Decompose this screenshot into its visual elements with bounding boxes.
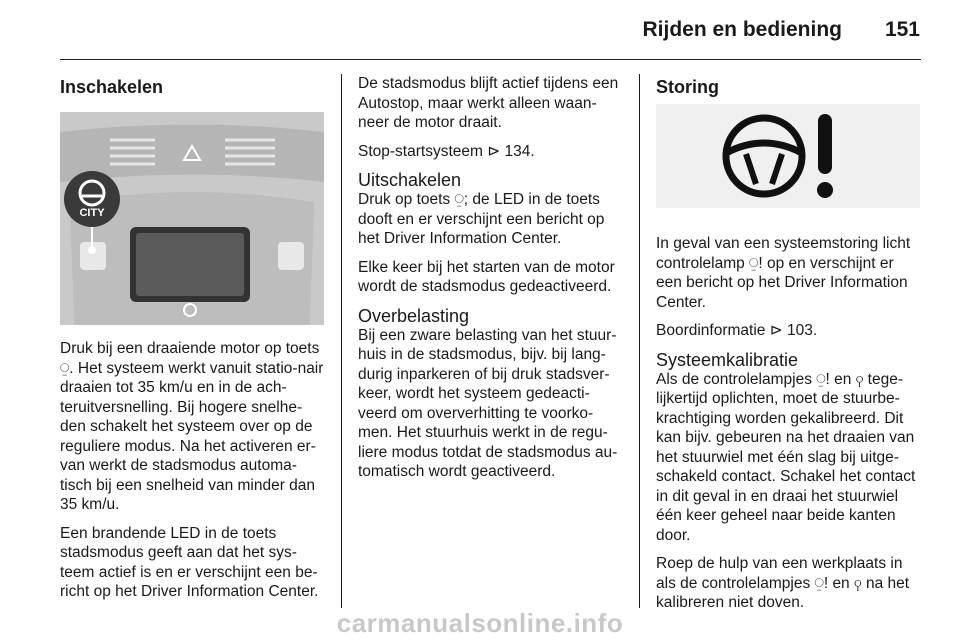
paragraph: Druk op toets ⍜; de LED in de toets dooft en er verschijnt een bericht op het Driver Information Center. bbox=[358, 191, 605, 247]
header-title: Rijden en bediening bbox=[642, 18, 842, 41]
header-rule bbox=[60, 59, 921, 60]
dashboard-photo bbox=[60, 112, 324, 325]
page-header bbox=[0, 0, 960, 60]
heading-uitschakelen: Uitschakelen bbox=[358, 170, 462, 190]
paragraph: In geval van een systeemstoring licht controlelamp ⍜! op en verschijnt er een bericht op het Driver Information Center. bbox=[656, 235, 911, 311]
column-divider-1 bbox=[341, 74, 342, 608]
paragraph: Als de controlelampjes ⍜! en ⚲ tege-lijkertijd oplichten, moet de stuurbe-krachtiging worden gekalibreerd. Dit kan bijv. gebeuren na het draaien van het stuurwiel met één slag bij uitge-schakeld contact. Schakel het contact in dit geval in en draai het stuurwiel één keer geheel naar beide kanten door. bbox=[656, 370, 916, 544]
paragraph: Bij een zware belasting van het stuur-huis in de stadsmodus, bijv. bij lang-durig inparkeren of bij druk stadsver-keer, wordt het systeem gedeacti-veerd om oververhitting te voorko-men. Het stuurhuis werkt in de regu-liere modus totdat de stadsmodus au-tomatisch wordt geactiveerd. bbox=[358, 326, 618, 480]
column-1 bbox=[60, 74, 326, 611]
column-divider-2 bbox=[639, 74, 640, 608]
paragraph: Een brandende LED in de toets stadsmodus geeft aan dat het sys-teem actief is en er verschijnt een be-richt op het Driver Information Center. bbox=[60, 524, 319, 600]
paragraph: Elke keer bij het starten van de motor wordt de stadsmodus gedeactiveerd. bbox=[358, 258, 615, 295]
column-2 bbox=[358, 74, 624, 491]
heading-systeemkalibratie: Systeemkalibratie bbox=[656, 349, 799, 370]
page-number: 151 bbox=[884, 18, 920, 41]
paragraph: Druk bij een draaiende motor op toets ⍜. Het systeem werkt vanuit statio-nair draaien tot 35 km/u en in de ach-teruitversnelling. Bij hogere snelhe-den schakelt het systeem over op de reguliere modus. Na het activeren er-van werkt de stadsmodus automa-tisch bij een snelheid van minder dan 35 km/u. bbox=[60, 340, 324, 513]
watermark: carmanualsonline.info bbox=[336, 608, 624, 638]
steering-wheel-warning-icon bbox=[656, 104, 920, 208]
cross-reference: Boordinformatie ⊳ 103. bbox=[656, 322, 818, 339]
column-3 bbox=[656, 74, 922, 622]
city-label: CITY bbox=[79, 207, 105, 219]
cross-reference: Stop-startsysteem ⊳ 134. bbox=[358, 142, 535, 160]
paragraph: Roep de hulp van een werkplaats in als de controlelampjes ⍜! en ⚲ na het kalibreren niet doven. bbox=[656, 555, 910, 611]
heading-inschakelen: Inschakelen bbox=[60, 77, 164, 97]
heading-overbelasting: Overbelasting bbox=[358, 305, 470, 326]
paragraph: De stadsmodus blijft actief tijdens een Autostop, maar werkt alleen waan-neer de motor draait. bbox=[358, 75, 619, 131]
heading-storing: Storing bbox=[656, 77, 719, 97]
warning-lamp-box bbox=[656, 104, 920, 208]
dashboard-illustration bbox=[60, 112, 324, 325]
